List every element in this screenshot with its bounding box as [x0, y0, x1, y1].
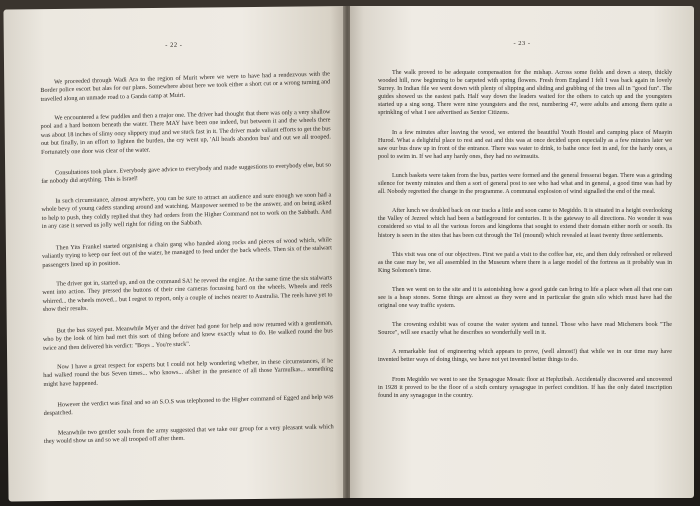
paragraph: Lunch baskets were taken from the bus, parties were formed and the general fresserai began. There was a grinding silence for twenty minutes and then a sort of general post to see who had what and in general, a good time was had by all. Nobody regretted the change in the programme. A communal explosion of wind signalled the end of the meal. [378, 172, 672, 196]
paragraph: From Megiddo we went to see the Synagogue Mosaic floor at Hephzibah. Accidentally discovered and uncovered in 1928 it proved to be the floor of a sixth century synagogue in perfect condition. If has the only dated inscription found in any synagogue in the country. [378, 376, 672, 399]
paragraph: However the verdict was final and so an S.O.S was telephoned to the Higher command of Egged and help was despatched. [43, 393, 334, 418]
page-number-left: - 22 - [165, 41, 183, 49]
paragraph: The driver got in, started up, and on the command SA! he revved the engine. At the same time the six stalwarts went into action. They pressed the buttons of their cine cameras focussing hard on the wheels. Wheels and reels whirred... the wheels moved... but I regret to report, only a couple of inches nearer to Australia. The reels have yet to show their results. [42, 274, 333, 314]
paragraph: A remarkable feat of engineering which appears to prove, (well almost!) that while we in our time may have invented better ways of doing things, we have not yet invented better things to do. [378, 349, 672, 364]
paragraph: Now I have a great respect for experts but I could not help wondering whether, in these circumstances, if he had walked round the bus Seven times... who knows... afsher in the presence of all those Yarmulkas... something might have happened. [43, 357, 334, 388]
paragraph: Consultations took place. Everybody gave advice to everybody and made suggestions to everybody else, but so far nobody did anything. This is Israel! [41, 161, 332, 186]
right-page-text [350, 69, 694, 400]
paragraph: After lunch we doubled back on our tracks a little and soon came to Megiddo. It is situated in a height overlooking the Valley of Jezreel which had been a battleground for centuries. It is the gateway to all directions. No wonder it was considered so vital to all the various forces and kingdoms that sought to extend their domain either north or south. Its history is seen in the sites that has been cut through the Tel (mound) which revealed at least twenty three settlements. [378, 208, 672, 239]
page-number-right: - 23 - [513, 40, 531, 47]
left-page [3, 6, 348, 502]
paragraph: In a few minutes after leaving the wood, we entered the beautiful Youth Hostel and camping place of Muayin Hurod. What a delightful place to rest and eat and this was at once decided upon especially as a few minutes later we saw our bus draw up in front of the entrance. There was water to drink, to bathe once feet in and, for the hardy ones, a pool to swim in. If we had any hardy ones, they had no swimsuits. [378, 129, 672, 160]
paragraph: We encountered a few puddles and then a major one. The driver had thought that there was only a very shallow pool and a hard bottom beneath the water. There MAY have been one indeed, but between it and the wheels there was about 18 inches of slimy oozy slippery mud and we stuck fast in it. The driver made valiant efforts to get the bus out but finally, in an effort to lighten the burden, the cry went up, 'All heads abandon bus' and out we all trooped. Fortunately one door was clear of the water. [40, 108, 331, 156]
paragraph: This visit was one of our objectives. First we paid a visit to the coffee bar, etc, and then duly refreshed or relieved as the case may be, we all assembled in the Museum where there is a large model of the fortress as it probably was in King Solomon's time. [378, 251, 672, 274]
left-page-text [4, 69, 348, 445]
paragraph: Then we went on to the site and it is astonishing how a good guide can bring to life a place when all that one can see is a heap stones. Some things are almost as they were and in particular the grain silo which must have had the original one way traffic system. [378, 286, 672, 310]
right-page [350, 6, 694, 498]
paragraph: The walk proved to be adequate compensation for the mishap. Across some fields and down a steep, thickly wooded hill, now beginning to be carpeted with spring flowers. Fresh from England I felt I was back again in lovely Surrey. In Indian file we went down with plenty of slipping and sliding and grabbing of the trees all in "good fun". The guides showed us the easiest path. Half way down the leaders waited for the others to catch up and the youngsters started up a sing song. There were nine youngsters and the rest, numbering 47, were adults and among them quite a sprinkling of what I see advertised as Senior Citizens. [378, 70, 672, 117]
paragraph: In such circumstance, almost anywhere, you can be sure to attract an audience and sure enough we soon had a whole bevy of young cadets standing around and watching. Manpower seemed to be the answer, and on being asked to help to push, they coldly replied that they had orders from the Higher Command not to work on the Sabbath. And in any case it served us jolly well right for riding on the Sabbath. [41, 191, 332, 231]
paragraph: Then Yits Frankel started organising a chain gang who handed along rocks and pieces of wood which, while valiantly trying to keep our feet out of the water, he managed to feed under the back wheels. Then six of the stalwart passengers lined up in position. [41, 236, 333, 269]
paragraph: Meanwhile two gentler souls from the army suggested that we take our group for a very pleasant walk which they would show us and so we all trooped off after them. [43, 423, 334, 446]
paragraph: We proceeded through Wadi Ara to the region of Murit where we were to have had a rendezvous with the Border police escort but alas for our plans. Somewhere about here we took either a short cut or a wrong turning and travelled along an unmade road to a Ganda camp at Muirt. [40, 70, 331, 103]
paragraph: The crowning exhibit was of course the water system and tunnel. Those who have read Micheners book "The Source", will see exactly what he describes so wonderfully well in it. [378, 322, 672, 337]
paragraph: But the bus stayed put. Meanwhile Myer and the driver had gone for help and now returned with a gentleman, who by the look of him had met this sort of thing before and knew exactly what to do. He walked round the bus twice and then delivered his verdict: "Boys .. You're stuck". [42, 318, 333, 352]
